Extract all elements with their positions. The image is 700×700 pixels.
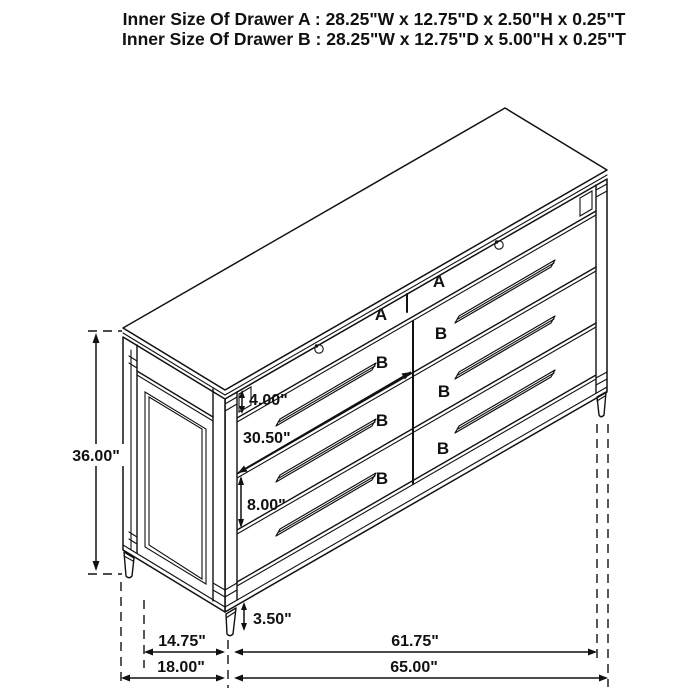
drawer-b1-right-label: B <box>434 324 448 343</box>
drawer-a-right-label: A <box>432 272 446 291</box>
dim-width-overall-label: 65.00" <box>390 659 438 676</box>
dim-depth-leg-span-label: 14.75" <box>158 633 206 650</box>
dim-leg-height-label: 3.50" <box>253 611 292 628</box>
drawer-b1-left-label: B <box>375 353 389 372</box>
drawer-b3-right-label: B <box>436 439 450 458</box>
drawer-b3-left-label: B <box>375 469 389 488</box>
dresser-line-art <box>123 108 607 636</box>
dim-section-width-label: 30.50" <box>243 430 291 447</box>
drawer-b2-left-label: B <box>375 411 389 430</box>
title-block <box>122 9 626 49</box>
title-line-drawer-b: Inner Size Of Drawer B : 28.25"W x 12.75"D x 5.00"H x 0.25"T <box>122 29 626 49</box>
front-left-leg <box>226 608 236 636</box>
title-line-drawer-a: Inner Size Of Drawer A : 28.25"W x 12.75"D x 2.50"H x 0.25"T <box>122 9 626 29</box>
dim-depth-overall-label: 18.00" <box>157 659 205 676</box>
dim-drawer-a-height-label: 4.00" <box>249 392 288 409</box>
dim-width-leg-span-label: 61.75" <box>391 633 439 650</box>
dim-drawer-b-height-label: 8.00" <box>247 497 286 514</box>
dim-height-overall-label: 36.00" <box>72 448 120 465</box>
drawer-b2-right-label: B <box>437 382 451 401</box>
dim-leg-height <box>241 602 247 631</box>
drawer-a-left-label: A <box>374 305 388 324</box>
